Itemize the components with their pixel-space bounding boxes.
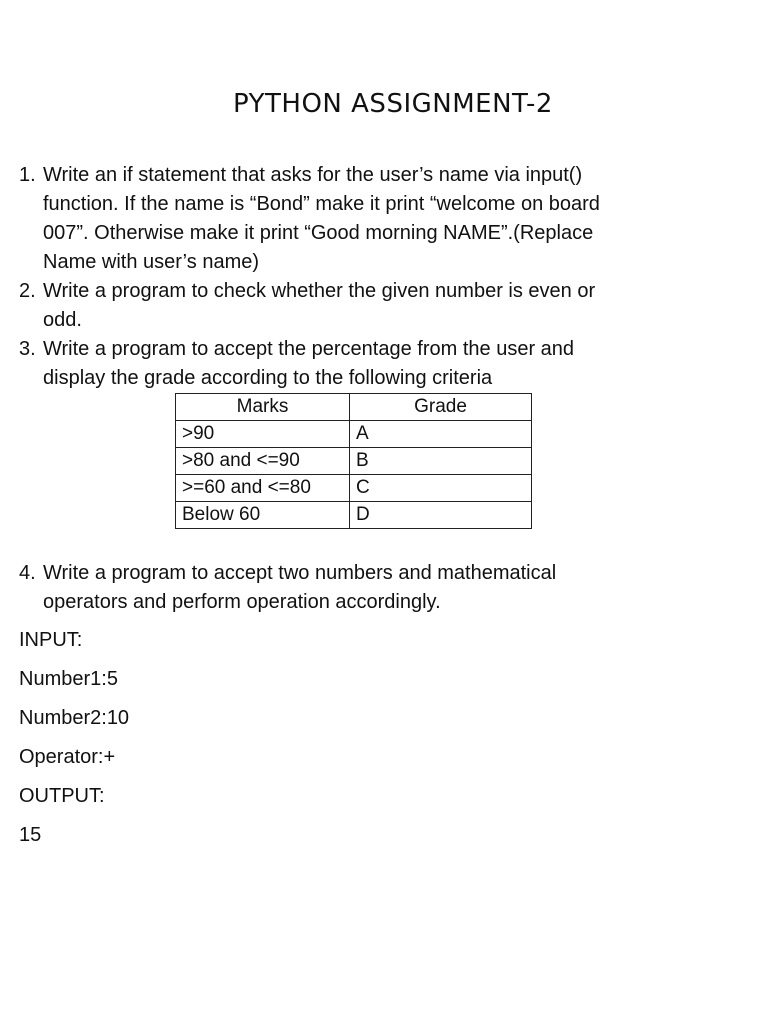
marks-cell: >90 [176,421,350,448]
grade-criteria-table [175,393,532,529]
question-text-line: Write a program to check whether the given number is even or [43,280,596,302]
grade-cell: C [350,475,532,502]
question-text-line: Name with user’s name) [43,251,260,273]
input-label: INPUT: [19,629,83,651]
output-label: OUTPUT: [19,785,105,807]
question-list [19,161,759,393]
question-text-line: odd. [43,309,82,331]
table-row [176,448,532,475]
question-1 [19,161,759,277]
example-io [19,627,129,861]
number2-line: Number2:10 [19,707,130,729]
table-header-row [176,394,532,421]
grade-cell: D [350,502,532,529]
question-text-line: Write a program to accept two numbers and mathematical [43,562,557,584]
question-text-line: display the grade according to the following criteria [43,367,493,389]
question-list-continued [19,559,759,617]
grade-cell: B [350,448,532,475]
number1-line: Number1:5 [19,668,118,690]
question-number: 2. [19,280,36,302]
question-2 [19,277,759,335]
marks-cell: >=60 and <=80 [176,475,350,502]
table-row [176,502,532,529]
question-text-line: Write an if statement that asks for the user’s name via input() [43,164,583,186]
marks-cell: Below 60 [176,502,350,529]
question-3 [19,335,759,393]
grade-header: Grade [350,394,532,421]
question-text-line: function. If the name is “Bond” make it print “welcome on board [43,193,600,215]
table-row [176,475,532,502]
output-value: 15 [19,824,42,846]
grade-cell: A [350,421,532,448]
operator-line: Operator:+ [19,746,116,768]
marks-cell: >80 and <=90 [176,448,350,475]
page-title: PYTHON ASSIGNMENT-2 [233,89,553,119]
question-number: 1. [19,164,36,186]
marks-header: Marks [176,394,350,421]
question-text-line: Write a program to accept the percentage from the user and [43,338,575,360]
question-number: 4. [19,562,36,584]
question-4 [19,559,759,617]
table-row [176,421,532,448]
question-number: 3. [19,338,36,360]
question-text-line: operators and perform operation accordingly. [43,591,441,613]
question-text-line: 007”. Otherwise make it print “Good morning NAME”.(Replace [43,222,594,244]
